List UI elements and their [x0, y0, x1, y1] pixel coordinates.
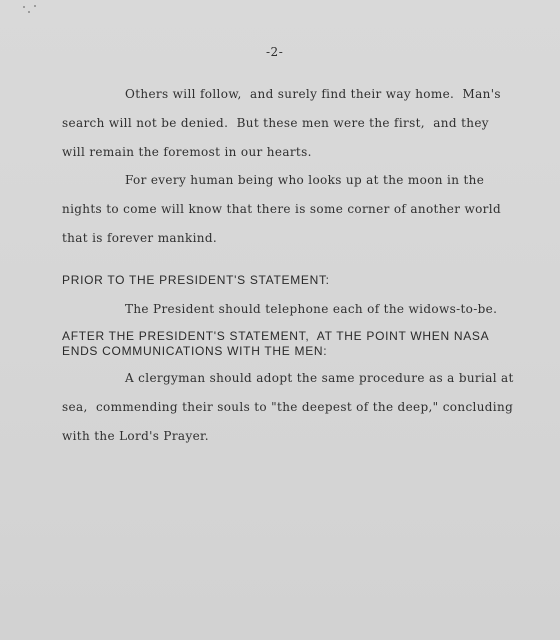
section-heading-after-line-2: ENDS COMMUNICATIONS WITH THE MEN: [62, 344, 328, 358]
paragraph-2-line-2: nights to come will know that there is some corner of another world [62, 202, 501, 216]
instruction-telephone-widows: The President should telephone each of the widows-to-be. [125, 302, 498, 316]
paragraph-1-line-1: Others will follow, and surely find their way home. Man's [125, 87, 501, 101]
section-heading-after-line-1: AFTER THE PRESIDENT'S STATEMENT, AT THE POINT WHEN NASA [62, 329, 490, 343]
paragraph-3-line-2: sea, commending their souls to "the deepest of the deep," concluding [62, 400, 514, 414]
paragraph-1-line-2: search will not be denied. But these men were the first, and they [62, 116, 489, 130]
paper-speck [34, 5, 36, 7]
paper-speck [23, 6, 25, 8]
page-number: -2- [266, 45, 284, 59]
paragraph-2-line-1: For every human being who looks up at the moon in the [125, 173, 485, 187]
paragraph-2-line-3: that is forever mankind. [62, 231, 218, 245]
paper-speck [28, 11, 30, 13]
section-heading-prior: PRIOR TO THE PRESIDENT'S STATEMENT: [62, 273, 330, 287]
paragraph-3-line-1: A clergyman should adopt the same procedure as a burial at [125, 371, 514, 385]
paragraph-3-line-3: with the Lord's Prayer. [62, 429, 209, 443]
paragraph-1-line-3: will remain the foremost in our hearts. [62, 145, 312, 159]
